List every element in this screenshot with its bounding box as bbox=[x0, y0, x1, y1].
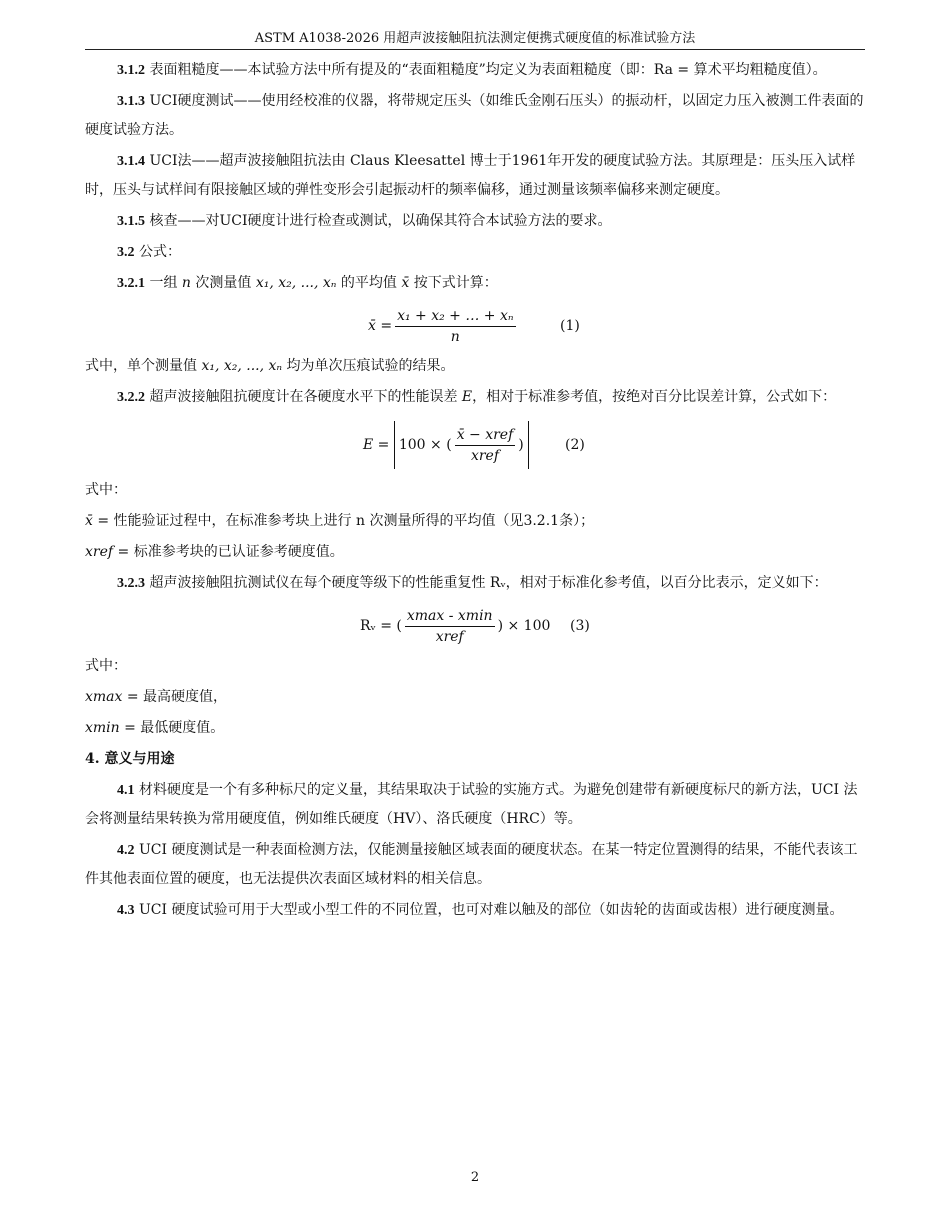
definition-xmax: xmax = 最高硬度值， bbox=[85, 689, 228, 705]
clause-3-1-4: 3.1.4 UCI法——超声波接触阻抗法由 Claus Kleesattel 博士于1961年开发的硬度试验方法。其原理是：压头压入试样时，压头与试样间有限接触区域的弹性变形会引起振动杆的频率偏移，通过测量该频率偏移来测定硬度。 bbox=[85, 153, 856, 198]
where-label-2: 式中： bbox=[85, 658, 127, 674]
equation-2 bbox=[85, 414, 865, 476]
definition-xref: xref = 标准参考块的已认证参考硬度值。 bbox=[85, 544, 344, 560]
page-number: 2 bbox=[470, 1170, 480, 1185]
clause-3-2-3: 3.2.3 超声波接触阻抗测试仪在每个硬度等级下的性能重复性 Rᵥ，相对于标准化参考值，以百分比表示，定义如下： bbox=[117, 575, 828, 591]
eq2-absolute-value: 100 × ( $\frac{\text{x̄ − xref}}{\text{xref}}$ ) bbox=[394, 421, 529, 469]
eq2-tag: (2) bbox=[565, 437, 585, 453]
eq3-tag: (3) bbox=[570, 618, 590, 634]
definition-xmin: xmin = 最低硬度值。 bbox=[85, 720, 225, 736]
clause-3-1-3: 3.1.3 UCI硬度测试——使用经校准的仪器，将带规定压头（如维氏金刚石压头）的振动杆，以固定力压入被测工件表面的硬度试验方法。 bbox=[85, 93, 864, 138]
section-4-heading: 4. 意义与用途 bbox=[85, 751, 175, 767]
document-body bbox=[85, 56, 865, 927]
clause-4-3: 4.3 UCI 硬度试验可用于大型或小型工件的不同位置，也可对难以触及的部位（如齿轮的齿面或齿根）进行硬度测量。 bbox=[117, 902, 844, 918]
eq1-fraction: $\frac{\text{x₁ + x₂ + … + xₙ}}{n}$ bbox=[397, 307, 514, 345]
eq1-note: 式中，单个测量值 x₁, x₂, ..., xₙ 均为单次压痕试验的结果。 bbox=[85, 358, 455, 374]
clause-3-2-1: 3.2.1 一组 n 次测量值 x₁, x₂, ..., xₙ 的平均值 x̄ 按下式计算： bbox=[117, 275, 498, 291]
running-header: ASTM A1038-2026 用超声波接触阻抗法测定便携式硬度值的标准试验方法 bbox=[254, 31, 696, 46]
eq3-lhs: Rᵥ = ( bbox=[360, 618, 402, 634]
eq2-fraction: $\frac{\text{x̄ − xref}}{\text{xref}}$ bbox=[456, 426, 514, 464]
eq2-lhs: E = bbox=[363, 437, 390, 453]
clause-4-2: 4.2 UCI 硬度测试是一种表面检测方法，仅能测量接触区域表面的硬度状态。在某一特定位置测得的结果，不能代表该工件其他表面位置的硬度，也无法提供次表面区域材料的相关信息。 bbox=[85, 842, 858, 887]
eq1-tag: (1) bbox=[560, 318, 580, 334]
definition-xbar: x̄ = 性能验证过程中，在标准参考块上进行 n 次测量所得的平均值（见3.2.1条）； bbox=[85, 513, 595, 529]
equation-3: Rᵥ = ( $\frac{xmax - xmin}{\text{xref}}$ ) × 100 (3) bbox=[85, 600, 865, 652]
equation-1 bbox=[85, 300, 865, 352]
clause-3-2: 3.2 公式： bbox=[117, 244, 181, 260]
eq3-fraction: $\frac{xmax - xmin}{\text{xref}}$ bbox=[406, 607, 493, 645]
eq1-lhs: x̄ = bbox=[368, 318, 393, 334]
where-label-1: 式中： bbox=[85, 482, 127, 498]
clause-3-2-2: 3.2.2 超声波接触阻抗硬度计在各硬度水平下的性能误差 E，相对于标准参考值，按绝对百分比误差计算，公式如下： bbox=[117, 389, 837, 405]
clause-4-1: 4.1 材料硬度是一个有多种标尺的定义量，其结果取决于试验的实施方式。为避免创建带有新硬度标尺的新方法，UCI 法会将测量结果转换为常用硬度值，例如维氏硬度（HV）、洛氏硬度（HRC）等。 bbox=[85, 782, 858, 827]
header-rule bbox=[85, 49, 865, 50]
clause-3-1-2: 3.1.2 表面粗糙度——本试验方法中所有提及的“表面粗糙度”均定义为表面粗糙度（即：Ra = 算术平均粗糙度值）。 bbox=[117, 62, 827, 78]
clause-3-1-5: 3.1.5 核查——对UCI硬度计进行检查或测试，以确保其符合本试验方法的要求。 bbox=[117, 213, 612, 229]
